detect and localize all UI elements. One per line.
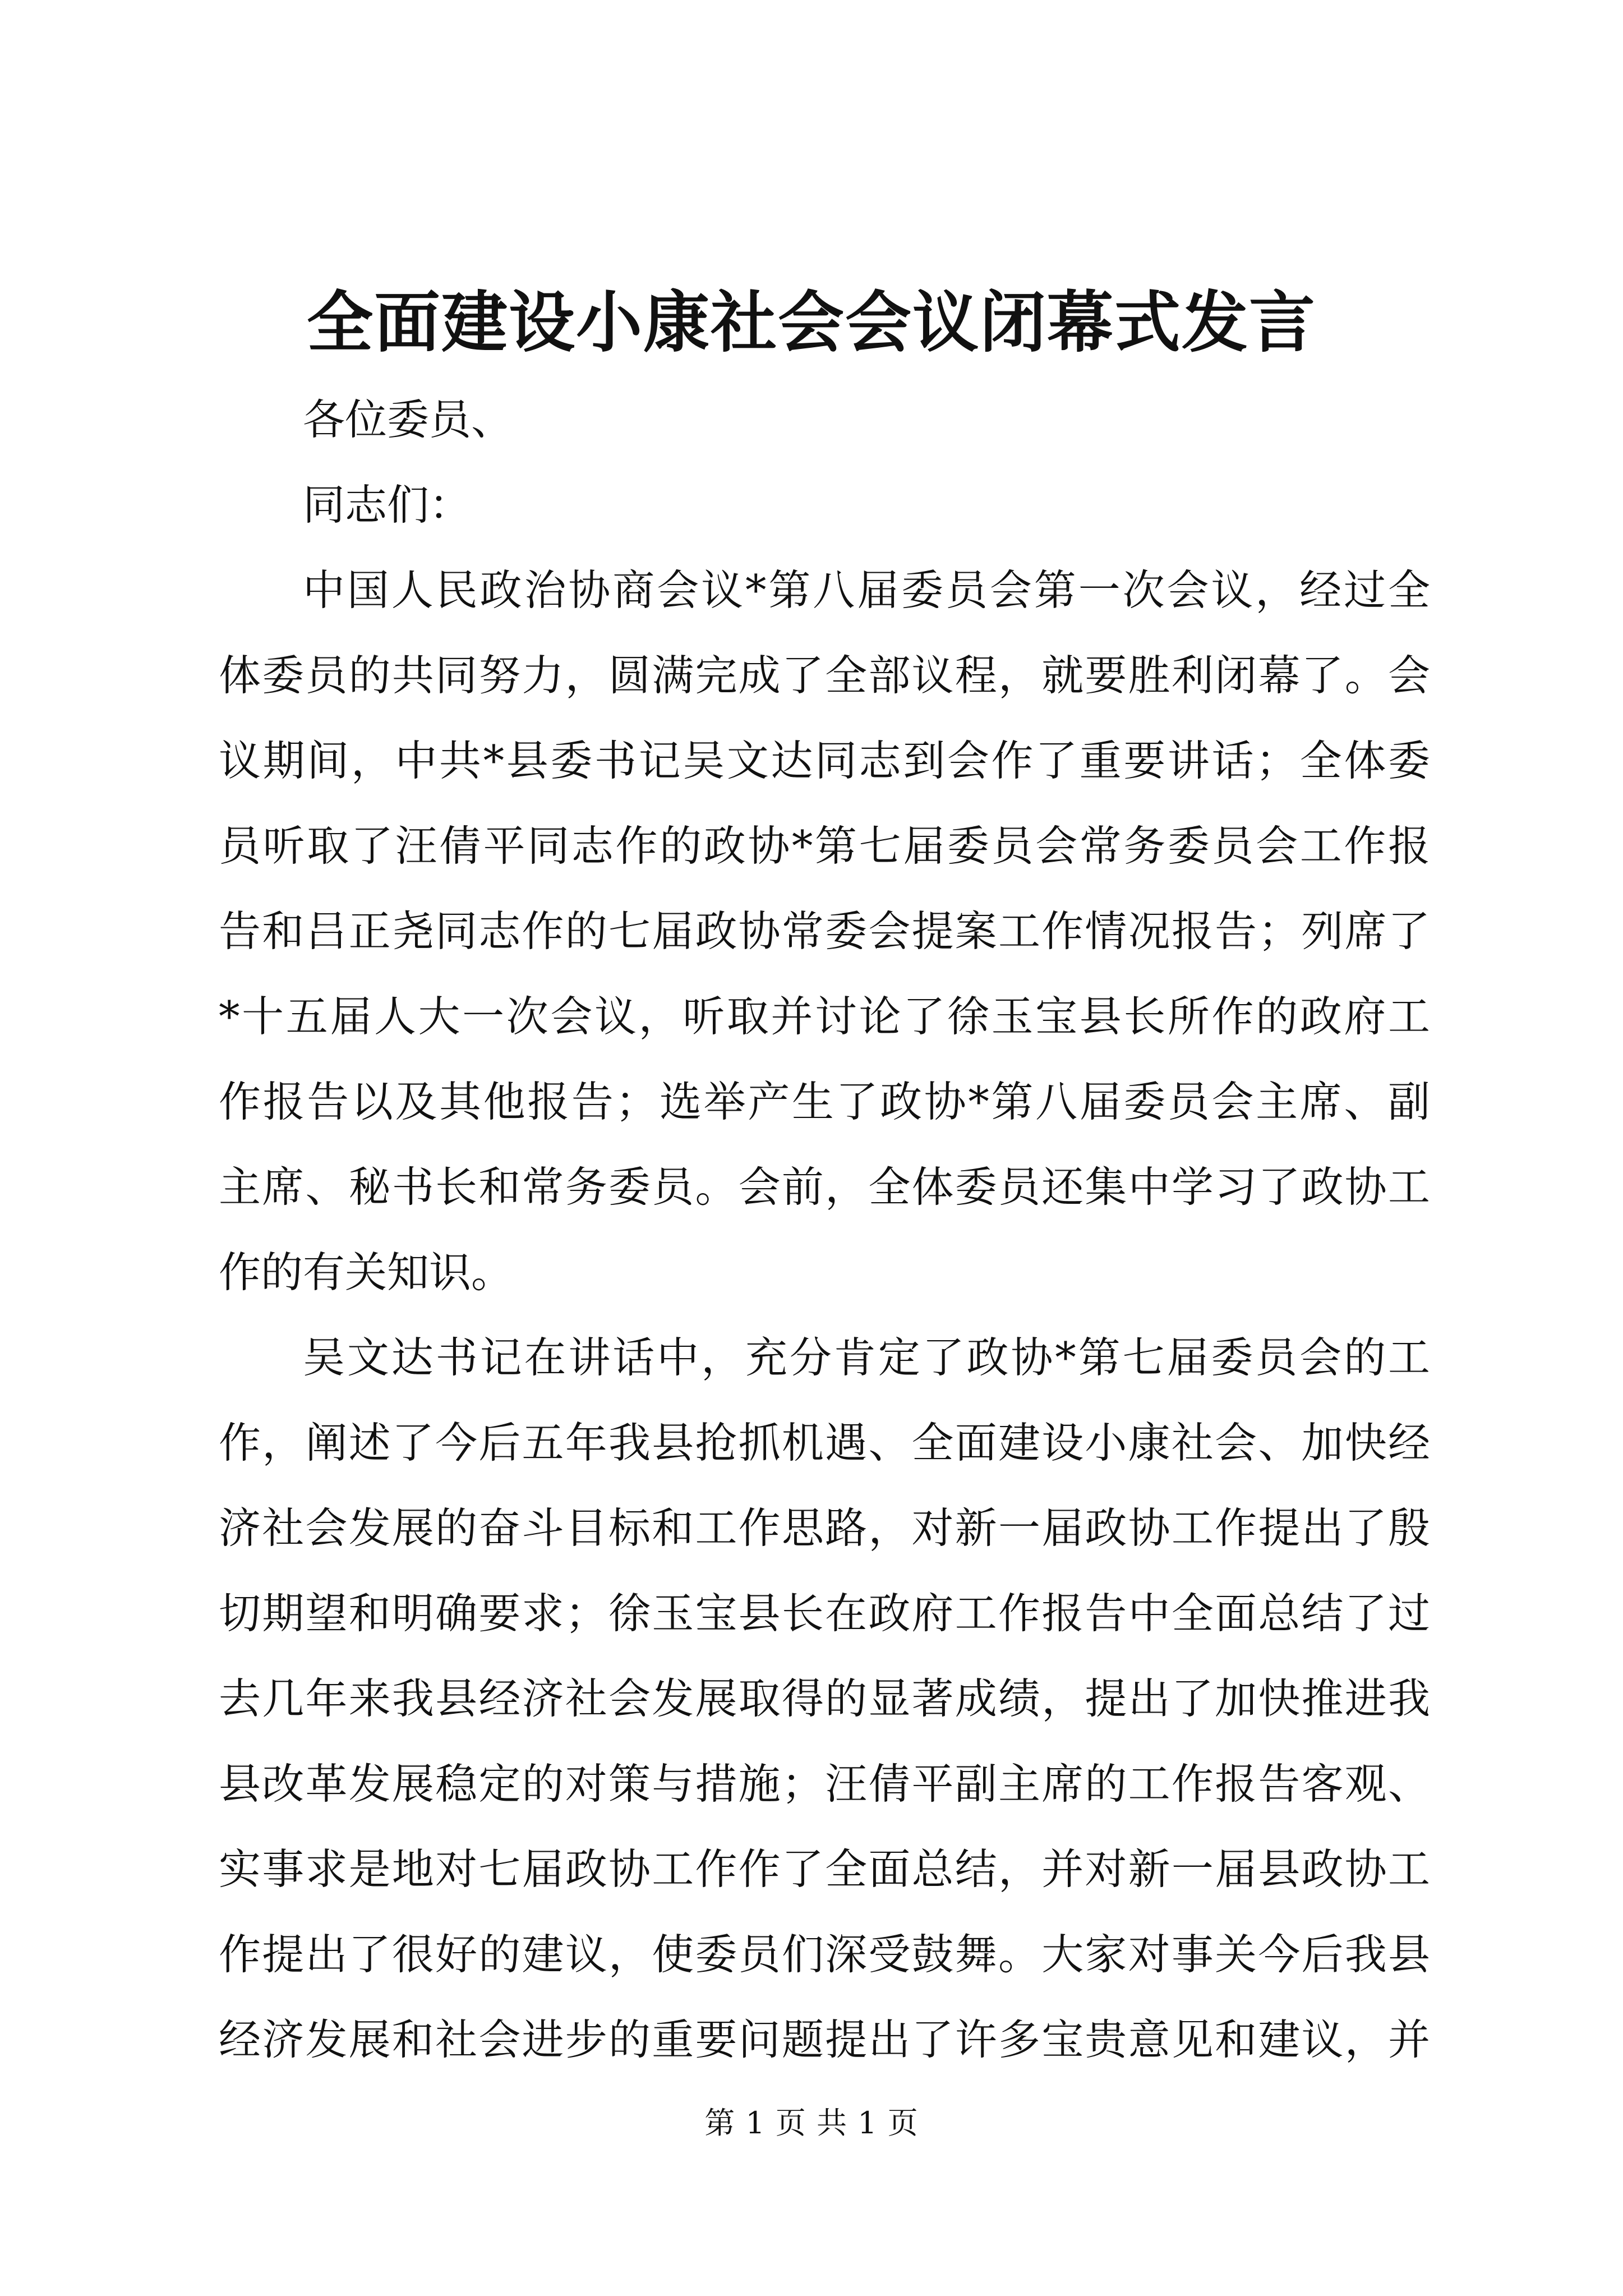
text-line: 切期望和明确要求；徐玉宝县长在政府工作报告中全面总结了过: [219, 1589, 1430, 1638]
document-title: 全面建设小康社会会议闭幕式发言: [306, 283, 1316, 361]
text-line: 实事求是地对七届政协工作作了全面总结，并对新一届县政协工: [219, 1844, 1430, 1894]
text-line: 去几年来我县经济社会发展取得的显著成绩，提出了加快推进我: [219, 1674, 1430, 1723]
text-line: 济社会发展的奋斗目标和工作思路，对新一届政协工作提出了殷: [219, 1503, 1430, 1553]
text-line: 吴文达书记在讲话中，充分肯定了政协*第七届委员会的工: [303, 1333, 1430, 1382]
text-line: 主席、秘书长和常务委员。会前，全体委员还集中学习了政协工: [219, 1162, 1430, 1212]
text-line: *十五届人大一次会议，听取并讨论了徐玉宝县长所作的政府工: [219, 992, 1430, 1041]
text-line: 经济发展和社会进步的重要问题提出了许多宝贵意见和建议，并: [219, 2015, 1430, 2064]
text-line: 作报告以及其他报告；选举产生了政协*第八届委员会主席、副: [219, 1077, 1430, 1126]
text-line: 议期间，中共*县委书记吴文达同志到会作了重要讲话；全体委: [219, 736, 1430, 785]
text-line: 同志们：: [303, 480, 472, 530]
text-line: 作，阐述了今后五年我县抢抓机遇、全面建设小康社会、加快经: [219, 1418, 1430, 1467]
text-line: 县改革发展稳定的对策与措施；汪倩平副主席的工作报告客观、: [219, 1759, 1430, 1809]
text-line: 作的有关知识。: [219, 1248, 514, 1297]
document-body: [219, 377, 1430, 2082]
text-line: 告和吕正尧同志作的七届政协常委会提案工作情况报告；列席了: [219, 907, 1430, 956]
text-line: 各位委员、: [303, 395, 514, 444]
text-line: 体委员的共同努力，圆满完成了全部议程，就要胜利闭幕了。会: [219, 651, 1430, 700]
text-line: 作提出了很好的建议，使委员们深受鼓舞。大家对事关今后我县: [219, 1930, 1430, 1979]
page-footer: 第 1 页 共 1 页: [704, 2105, 919, 2141]
text-line: 中国人民政治协商会议*第八届委员会第一次会议，经过全: [303, 565, 1430, 615]
text-line: 员听取了汪倩平同志作的政协*第七届委员会常务委员会工作报: [219, 821, 1430, 871]
